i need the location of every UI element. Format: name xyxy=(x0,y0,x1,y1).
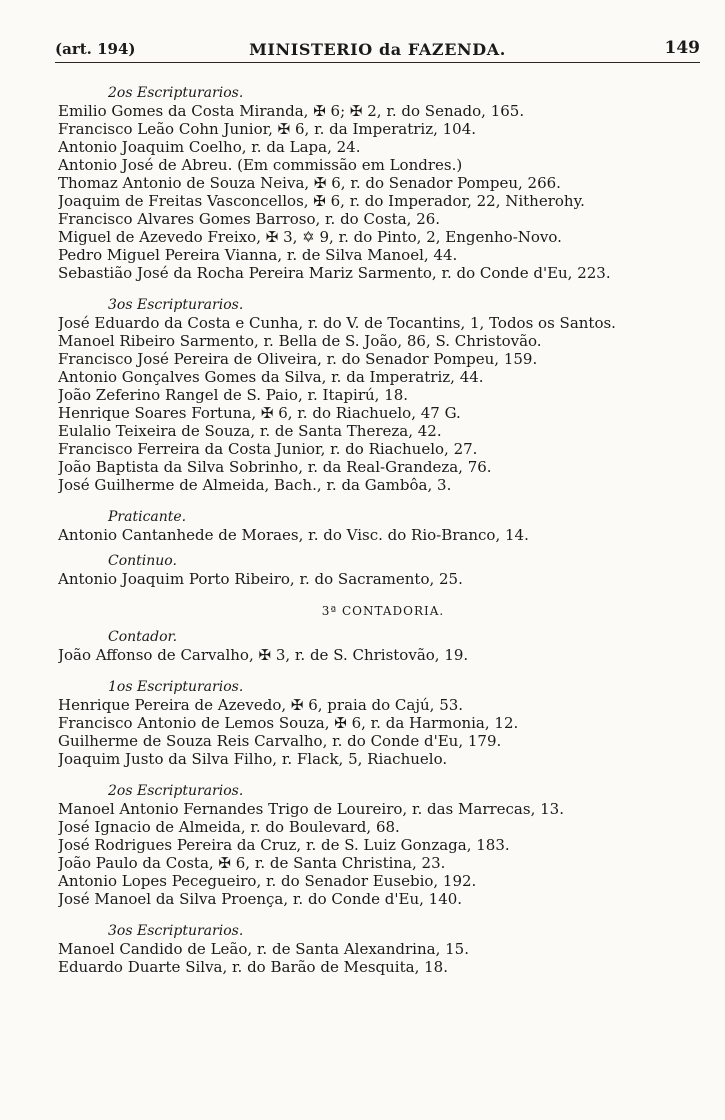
list-item: Emilio Gomes da Costa Miranda, ✠ 6; ✠ 2, r. do Senado, 165. xyxy=(58,102,525,120)
page-title: MINISTERIO da FAZENDA. xyxy=(249,40,506,59)
list-item: Francisco Antonio de Lemos Souza, ✠ 6, r. da Harmonia, 12. xyxy=(58,714,519,732)
list-item: Antonio Joaquim Coelho, r. da Lapa, 24. xyxy=(58,138,361,156)
list-item: Francisco Ferreira da Costa Junior, r. do Riachuelo, 27. xyxy=(58,440,478,458)
list-item: Joaquim de Freitas Vasconcellos, ✠ 6, r. do Imperador, 22, Nitherohy. xyxy=(58,192,585,210)
list-item: Eulalio Teixeira de Souza, r. de Santa Thereza, 42. xyxy=(58,422,442,440)
page-header xyxy=(55,38,700,63)
list-item: Henrique Pereira de Azevedo, ✠ 6, praia do Cajú, 53. xyxy=(58,696,464,714)
list-item: Manoel Antonio Fernandes Trigo de Loureiro, r. das Marrecas, 13. xyxy=(58,800,564,818)
list-item: Manoel Candido de Leão, r. de Santa Alexandrina, 15. xyxy=(58,940,469,958)
article-reference: (art. 194) xyxy=(55,40,136,58)
page-number: 149 xyxy=(664,38,700,58)
list-item: Antonio Cantanhede de Moraes, r. do Visc. do Rio-Branco, 14. xyxy=(58,526,529,544)
list-item: Thomaz Antonio de Souza Neiva, ✠ 6, r. do Senador Pompeu, 266. xyxy=(58,174,561,192)
list-item: José Eduardo da Costa e Cunha, r. do V. de Tocantins, 1, Todos os Santos. xyxy=(58,314,616,332)
list-item: Sebastião José da Rocha Pereira Mariz Sarmento, r. do Conde d'Eu, 223. xyxy=(58,264,611,282)
list-item: Joaquim Justo da Silva Filho, r. Flack, 5, Riachuelo. xyxy=(58,750,448,768)
list-item: Francisco Leão Cohn Junior, ✠ 6, r. da Imperatriz, 104. xyxy=(58,120,477,138)
list-item: Pedro Miguel Pereira Vianna, r. de Silva Manoel, 44. xyxy=(58,246,458,264)
list-item: Antonio Gonçalves Gomes da Silva, r. da Imperatriz, 44. xyxy=(58,368,484,386)
list-item: Manoel Ribeiro Sarmento, r. Bella de S. João, 86, S. Christovão. xyxy=(58,332,542,350)
section-heading: Contador. xyxy=(108,629,178,645)
list-item: João Baptista da Silva Sobrinho, r. da Real-Grandeza, 76. xyxy=(58,458,492,476)
section-heading: 1os Escripturarios. xyxy=(108,679,244,695)
list-item: João Zeferino Rangel de S. Paio, r. Itapirú, 18. xyxy=(58,386,409,404)
section-heading: Continuo. xyxy=(108,553,177,569)
document-body xyxy=(58,84,708,976)
list-item: Francisco José Pereira de Oliveira, r. do Senador Pompeu, 159. xyxy=(58,350,538,368)
list-item: José Rodrigues Pereira da Cruz, r. de S. Luiz Gonzaga, 183. xyxy=(58,836,510,854)
list-item: José Manoel da Silva Proença, r. do Conde d'Eu, 140. xyxy=(58,890,463,908)
list-item: Henrique Soares Fortuna, ✠ 6, r. do Riachuelo, 47 G. xyxy=(58,404,461,422)
list-item: João Affonso de Carvalho, ✠ 3, r. de S. Christovão, 19. xyxy=(58,646,469,664)
section-heading: Praticante. xyxy=(108,509,187,525)
list-item: Guilherme de Souza Reis Carvalho, r. do Conde d'Eu, 179. xyxy=(58,732,502,750)
section-heading: 3os Escripturarios. xyxy=(108,923,244,939)
list-item: Antonio Joaquim Porto Ribeiro, r. do Sacramento, 25. xyxy=(58,570,463,588)
section-heading: 3os Escripturarios. xyxy=(108,297,244,313)
list-item: Antonio José de Abreu. (Em commissão em Londres.) xyxy=(58,156,463,174)
list-item: Francisco Alvares Gomes Barroso, r. do Costa, 26. xyxy=(58,210,441,228)
section-heading: 2os Escripturarios. xyxy=(108,85,244,101)
list-item: Eduardo Duarte Silva, r. do Barão de Mesquita, 18. xyxy=(58,958,448,976)
list-item: João Paulo da Costa, ✠ 6, r. de Santa Christina, 23. xyxy=(58,854,446,872)
list-item: Antonio Lopes Pecegueiro, r. do Senador Eusebio, 192. xyxy=(58,872,477,890)
list-item: José Ignacio de Almeida, r. do Boulevard, 68. xyxy=(58,818,400,836)
department-title: 3ª CONTADORIA. xyxy=(321,604,445,618)
list-item: Miguel de Azevedo Freixo, ✠ 3, ✡ 9, r. do Pinto, 2, Engenho-Novo. xyxy=(58,228,562,246)
section-heading: 2os Escripturarios. xyxy=(108,783,244,799)
list-item: José Guilherme de Almeida, Bach., r. da Gambôa, 3. xyxy=(58,476,452,494)
